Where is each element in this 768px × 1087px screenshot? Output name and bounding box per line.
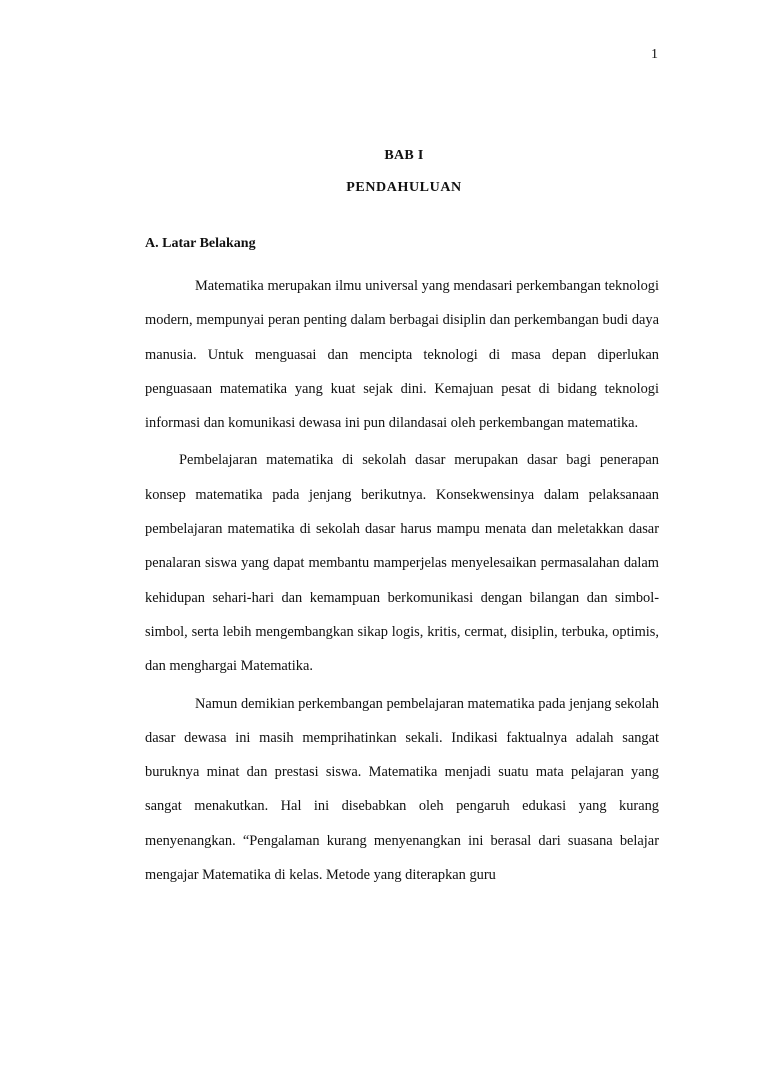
chapter-label: BAB I bbox=[384, 148, 424, 163]
page-number: 1 bbox=[651, 47, 658, 62]
chapter-title: PENDAHULUAN bbox=[346, 180, 462, 195]
body-text bbox=[145, 258, 659, 892]
section-heading: A. Latar Belakang bbox=[145, 236, 256, 251]
paragraph-1: Matematika merupakan ilmu universal yang mendasari perkembangan teknologi modern, mempunyai peran penting dalam berbagai disiplin dan perkembangan budi daya manusia. Untuk menguasai dan mencipta teknologi di masa depan diperlukan penguasaan matematika yang kuat sejak dini. Kemajuan pesat di bidang teknologi informasi dan komunikasi dewasa ini pun dilandasai oleh perkembangan matematika. bbox=[145, 278, 659, 432]
paragraph-3: Namun demikian perkembangan pembelajaran matematika pada jenjang sekolah dasar dewasa ini masih memprihatinkan sekali. Indikasi faktualnya adalah sangat buruknya minat dan prestasi siswa. Matematika menjadi suatu mata pelajaran yang sangat menakutkan. Hal ini disebabkan oleh pengaruh edukasi yang kurang menyenangkan. “Pengalaman kurang menyenangkan ini berasal dari suasana belajar mengajar Matematika di kelas. Metode yang diterapkan guru bbox=[145, 695, 659, 884]
paragraph-2: Pembelajaran matematika di sekolah dasar merupakan dasar bagi penerapan konsep matematika pada jenjang berikutnya. Konsekwensinya dalam pelaksanaan pembelajaran matematika di sekolah dasar harus mampu menata dan meletakkan dasar penalaran siswa yang dapat membantu mamperjelas menyelesaikan permasalahan dalam kehidupan sehari-hari dan kemampuan berkomunikasi dengan bilangan dan simbol-simbol, serta lebih mengembangkan sikap logis, kritis, cermat, disiplin, terbuka, optimis, dan menghargai Matematika. bbox=[145, 452, 659, 675]
